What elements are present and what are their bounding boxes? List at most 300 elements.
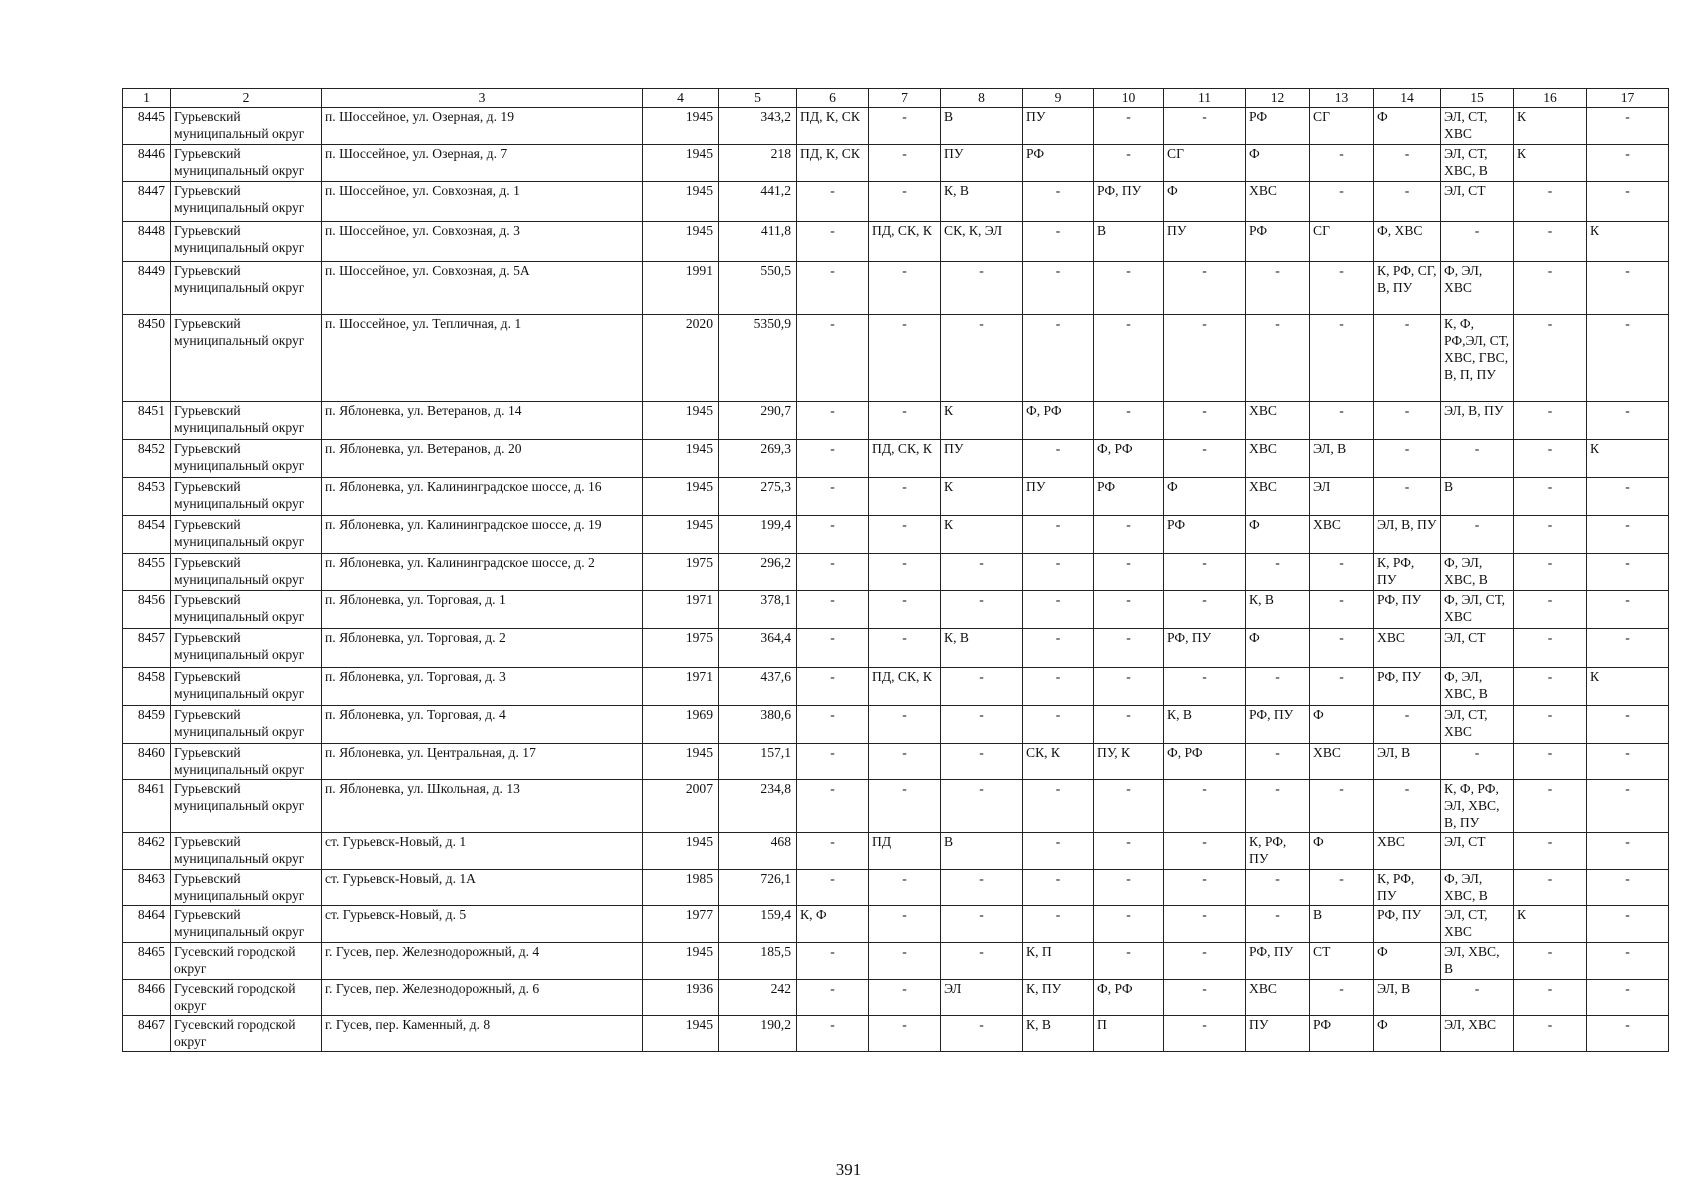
table-cell: ЭЛ, СТ, ХВС xyxy=(1441,706,1514,744)
table-cell: - xyxy=(1246,554,1310,591)
table-cell: г. Гусев, пер. Железнодорожный, д. 6 xyxy=(322,980,643,1016)
table-cell: - xyxy=(1094,906,1164,943)
table-cell: - xyxy=(1094,554,1164,591)
table-cell: - xyxy=(941,780,1023,833)
table-cell: 8461 xyxy=(123,780,171,833)
table-cell: 8464 xyxy=(123,906,171,943)
table-cell: 1975 xyxy=(643,629,719,668)
table-cell: К xyxy=(941,402,1023,440)
table-cell: - xyxy=(1164,906,1246,943)
table-cell: - xyxy=(1164,833,1246,870)
table-cell: РФ, ПУ xyxy=(1374,668,1441,706)
table-cell: ЭЛ, ХВС, В xyxy=(1441,943,1514,980)
table-cell: - xyxy=(1310,554,1374,591)
table-cell: В xyxy=(1094,222,1164,262)
table-cell: 5350,9 xyxy=(719,315,797,402)
table-cell: - xyxy=(797,478,869,516)
table-cell: Гусевский городской округ xyxy=(171,943,322,980)
table-cell: 1945 xyxy=(643,222,719,262)
table-row xyxy=(123,744,1669,780)
table-cell: ПУ xyxy=(1023,108,1094,145)
table-cell: К, ПУ xyxy=(1023,980,1094,1016)
table-cell: - xyxy=(1094,668,1164,706)
table-cell: п. Шоссейное, ул. Озерная, д. 7 xyxy=(322,145,643,182)
table-cell: - xyxy=(1587,943,1669,980)
table-cell: 2020 xyxy=(643,315,719,402)
table-row xyxy=(123,516,1669,554)
table-cell: - xyxy=(1587,780,1669,833)
table-cell: - xyxy=(1374,402,1441,440)
column-number-header xyxy=(123,89,1669,108)
table-cell: Ф xyxy=(1374,943,1441,980)
table-row xyxy=(123,906,1669,943)
table-cell: - xyxy=(1587,980,1669,1016)
table-cell: ХВС xyxy=(1246,182,1310,222)
table-cell: 8454 xyxy=(123,516,171,554)
table-cell: - xyxy=(869,706,941,744)
table-cell: - xyxy=(1023,780,1094,833)
table-cell: 1945 xyxy=(643,145,719,182)
table-cell: 380,6 xyxy=(719,706,797,744)
table-cell: ПД xyxy=(869,833,941,870)
column-number-cell: 12 xyxy=(1246,89,1310,108)
table-cell: 190,2 xyxy=(719,1016,797,1052)
table-cell: - xyxy=(1310,629,1374,668)
table-cell: Ф, РФ xyxy=(1164,744,1246,780)
table-cell: РФ xyxy=(1310,1016,1374,1052)
table-cell: ЭЛ, В xyxy=(1374,744,1441,780)
table-row xyxy=(123,402,1669,440)
table-cell: - xyxy=(1587,706,1669,744)
table-cell: - xyxy=(797,516,869,554)
table-cell: - xyxy=(1587,315,1669,402)
table-cell: 290,7 xyxy=(719,402,797,440)
table-cell: п. Яблоневка, ул. Торговая, д. 4 xyxy=(322,706,643,744)
table-cell: Гурьевский муниципальный округ xyxy=(171,222,322,262)
table-cell: 275,3 xyxy=(719,478,797,516)
table-cell: - xyxy=(869,108,941,145)
table-cell: - xyxy=(1310,315,1374,402)
table-cell: 8462 xyxy=(123,833,171,870)
table-cell: г. Гусев, пер. Каменный, д. 8 xyxy=(322,1016,643,1052)
table-cell: 8455 xyxy=(123,554,171,591)
table-cell: РФ xyxy=(1023,145,1094,182)
table-cell: - xyxy=(1164,668,1246,706)
table-cell: ПУ xyxy=(941,145,1023,182)
table-cell: - xyxy=(1164,943,1246,980)
table-cell: - xyxy=(1587,145,1669,182)
table-cell: СТ xyxy=(1310,943,1374,980)
table-cell: - xyxy=(1094,262,1164,315)
table-cell: 1936 xyxy=(643,980,719,1016)
table-cell: ПУ, К xyxy=(1094,744,1164,780)
column-number-cell: 1 xyxy=(123,89,171,108)
column-number-cell: 8 xyxy=(941,89,1023,108)
table-cell: - xyxy=(797,943,869,980)
table-cell: - xyxy=(869,554,941,591)
table-cell: 159,4 xyxy=(719,906,797,943)
table-cell: 8465 xyxy=(123,943,171,980)
table-cell: - xyxy=(1587,744,1669,780)
table-cell: - xyxy=(1094,402,1164,440)
column-number-cell: 14 xyxy=(1374,89,1441,108)
table-cell: - xyxy=(1441,440,1514,478)
table-cell: п. Шоссейное, ул. Совхозная, д. 5А xyxy=(322,262,643,315)
table-cell: К, В xyxy=(1164,706,1246,744)
table-cell: - xyxy=(1374,182,1441,222)
table-cell: ЭЛ, В xyxy=(1374,980,1441,1016)
table-row xyxy=(123,780,1669,833)
table-cell: - xyxy=(1587,833,1669,870)
table-cell: К xyxy=(1587,440,1669,478)
table-cell: ЭЛ xyxy=(941,980,1023,1016)
table-cell: К xyxy=(1514,108,1587,145)
table-cell: - xyxy=(1310,780,1374,833)
table-cell: - xyxy=(1374,145,1441,182)
column-number-cell: 9 xyxy=(1023,89,1094,108)
table-cell: 185,5 xyxy=(719,943,797,980)
table-cell: РФ xyxy=(1164,516,1246,554)
table-cell: - xyxy=(1310,402,1374,440)
table-cell: - xyxy=(941,668,1023,706)
table-cell: - xyxy=(1514,744,1587,780)
table-cell: 1945 xyxy=(643,402,719,440)
table-cell: Ф, ЭЛ, СТ, ХВС xyxy=(1441,591,1514,629)
table-cell: - xyxy=(1094,315,1164,402)
table-cell: - xyxy=(1023,870,1094,906)
table-cell: - xyxy=(869,1016,941,1052)
table-cell: - xyxy=(1246,315,1310,402)
table-cell: 218 xyxy=(719,145,797,182)
table-row xyxy=(123,629,1669,668)
table-cell: - xyxy=(797,315,869,402)
table-row xyxy=(123,440,1669,478)
table-cell: - xyxy=(941,870,1023,906)
table-cell: - xyxy=(1023,516,1094,554)
table-cell: - xyxy=(869,870,941,906)
table-cell: - xyxy=(869,516,941,554)
table-cell: - xyxy=(1164,554,1246,591)
table-cell: - xyxy=(1514,182,1587,222)
table-cell: СГ xyxy=(1310,222,1374,262)
table-cell: 1975 xyxy=(643,554,719,591)
table-cell: Ф, ЭЛ, ХВС, В xyxy=(1441,870,1514,906)
table-cell: - xyxy=(1587,591,1669,629)
table-row xyxy=(123,668,1669,706)
table-cell: - xyxy=(1587,402,1669,440)
table-cell: 8446 xyxy=(123,145,171,182)
table-cell: ЭЛ, СТ, ХВС xyxy=(1441,906,1514,943)
table-cell: - xyxy=(869,262,941,315)
table-cell: Гурьевский муниципальный округ xyxy=(171,478,322,516)
table-cell: - xyxy=(1094,706,1164,744)
table-cell: - xyxy=(941,315,1023,402)
table-cell: 1945 xyxy=(643,478,719,516)
table-cell: 1969 xyxy=(643,706,719,744)
table-cell: ПД, СК, К xyxy=(869,440,941,478)
table-cell: 1945 xyxy=(643,516,719,554)
table-cell: Ф xyxy=(1164,478,1246,516)
table-cell: 8466 xyxy=(123,980,171,1016)
table-row xyxy=(123,222,1669,262)
table-cell: п. Яблоневка, ул. Центральная, д. 17 xyxy=(322,744,643,780)
table-cell: - xyxy=(1374,315,1441,402)
table-cell: ЭЛ, СТ xyxy=(1441,182,1514,222)
table-cell: 296,2 xyxy=(719,554,797,591)
table-cell: - xyxy=(1310,262,1374,315)
table-cell: Ф xyxy=(1246,629,1310,668)
table-cell: Гурьевский муниципальный округ xyxy=(171,554,322,591)
table-cell: 8458 xyxy=(123,668,171,706)
table-cell: Гурьевский муниципальный округ xyxy=(171,833,322,870)
table-cell: - xyxy=(1514,629,1587,668)
table-cell: К, Ф, РФ,ЭЛ, СТ, ХВС, ГВС, В, П, ПУ xyxy=(1441,315,1514,402)
table-cell: - xyxy=(1164,870,1246,906)
table-cell: К, В xyxy=(941,182,1023,222)
table-cell: Ф, ЭЛ, ХВС, В xyxy=(1441,554,1514,591)
column-number-cell: 11 xyxy=(1164,89,1246,108)
table-cell: - xyxy=(1374,780,1441,833)
table-cell: РФ, ПУ xyxy=(1374,906,1441,943)
table-cell: - xyxy=(1246,668,1310,706)
table-cell: - xyxy=(1514,1016,1587,1052)
table-cell: - xyxy=(1587,108,1669,145)
table-cell: СГ xyxy=(1164,145,1246,182)
table-cell: Ф xyxy=(1310,833,1374,870)
column-number-cell: 15 xyxy=(1441,89,1514,108)
table-cell: - xyxy=(1514,222,1587,262)
table-cell: - xyxy=(1023,554,1094,591)
table-cell: - xyxy=(1164,591,1246,629)
table-cell: Гусевский городской округ xyxy=(171,980,322,1016)
table-cell: 1945 xyxy=(643,108,719,145)
table-cell: - xyxy=(869,943,941,980)
table-cell: Гурьевский муниципальный округ xyxy=(171,262,322,315)
table-cell: ЭЛ xyxy=(1310,478,1374,516)
table-cell: Гурьевский муниципальный округ xyxy=(171,402,322,440)
table-cell: РФ, ПУ xyxy=(1246,943,1310,980)
table-cell: ХВС xyxy=(1246,402,1310,440)
table-cell: - xyxy=(1514,980,1587,1016)
table-cell: ЭЛ, СТ, ХВС, В xyxy=(1441,145,1514,182)
table-cell: - xyxy=(1023,668,1094,706)
table-cell: 1971 xyxy=(643,668,719,706)
table-cell: 1971 xyxy=(643,591,719,629)
table-cell: - xyxy=(1514,516,1587,554)
table-cell: ПУ xyxy=(1023,478,1094,516)
table-cell: п. Шоссейное, ул. Тепличная, д. 1 xyxy=(322,315,643,402)
table-cell: К, Ф, РФ, ЭЛ, ХВС, В, ПУ xyxy=(1441,780,1514,833)
table-cell: 8453 xyxy=(123,478,171,516)
table-cell: ЭЛ, В xyxy=(1310,440,1374,478)
table-cell: - xyxy=(1587,629,1669,668)
table-cell: - xyxy=(1587,906,1669,943)
table-cell: ХВС xyxy=(1246,478,1310,516)
table-cell: - xyxy=(1374,478,1441,516)
table-cell: К, РФ, ПУ xyxy=(1374,554,1441,591)
table-cell: - xyxy=(1164,315,1246,402)
table-cell: - xyxy=(1587,554,1669,591)
table-cell: - xyxy=(1246,870,1310,906)
table-cell: - xyxy=(941,906,1023,943)
table-row xyxy=(123,145,1669,182)
table-cell: п. Шоссейное, ул. Совхозная, д. 1 xyxy=(322,182,643,222)
table-cell: ПД, К, СК xyxy=(797,145,869,182)
table-cell: ЭЛ, В, ПУ xyxy=(1374,516,1441,554)
table-cell: - xyxy=(1094,943,1164,980)
table-cell: Гурьевский муниципальный округ xyxy=(171,315,322,402)
table-cell: п. Шоссейное, ул. Совхозная, д. 3 xyxy=(322,222,643,262)
column-number-cell: 7 xyxy=(869,89,941,108)
table-cell: 8456 xyxy=(123,591,171,629)
table-cell: 8452 xyxy=(123,440,171,478)
table-cell: ЭЛ, СТ, ХВС xyxy=(1441,108,1514,145)
table-cell: - xyxy=(1310,591,1374,629)
table-cell: - xyxy=(797,668,869,706)
table-cell: п. Яблоневка, ул. Торговая, д. 1 xyxy=(322,591,643,629)
table-cell: п. Шоссейное, ул. Озерная, д. 19 xyxy=(322,108,643,145)
table-cell: 8447 xyxy=(123,182,171,222)
table-cell: - xyxy=(1514,833,1587,870)
table-cell: - xyxy=(941,1016,1023,1052)
table-cell: ст. Гурьевск-Новый, д. 1 xyxy=(322,833,643,870)
table-cell: - xyxy=(1587,1016,1669,1052)
table-cell: - xyxy=(797,262,869,315)
table-cell: 8467 xyxy=(123,1016,171,1052)
data-table xyxy=(122,88,1669,1052)
table-row xyxy=(123,478,1669,516)
table-cell: - xyxy=(1310,182,1374,222)
table-cell: 8459 xyxy=(123,706,171,744)
table-cell: - xyxy=(1246,262,1310,315)
table-row xyxy=(123,262,1669,315)
table-cell: 411,8 xyxy=(719,222,797,262)
table-cell: - xyxy=(869,744,941,780)
table-cell: ПУ xyxy=(941,440,1023,478)
column-number-cell: 16 xyxy=(1514,89,1587,108)
table-cell: Ф xyxy=(1164,182,1246,222)
table-cell: - xyxy=(1164,440,1246,478)
table-cell: - xyxy=(1514,943,1587,980)
table-cell: 8460 xyxy=(123,744,171,780)
table-cell: г. Гусев, пер. Железнодорожный, д. 4 xyxy=(322,943,643,980)
table-cell: - xyxy=(869,906,941,943)
table-cell: ПД, К, СК xyxy=(797,108,869,145)
table-cell: - xyxy=(1514,668,1587,706)
table-cell: РФ, ПУ xyxy=(1374,591,1441,629)
table-cell: СК, К xyxy=(1023,744,1094,780)
table-cell: Гурьевский муниципальный округ xyxy=(171,629,322,668)
table-cell: 242 xyxy=(719,980,797,1016)
table-cell: П xyxy=(1094,1016,1164,1052)
table-cell: - xyxy=(1094,629,1164,668)
table-cell: п. Яблоневка, ул. Ветеранов, д. 20 xyxy=(322,440,643,478)
table-cell: - xyxy=(797,780,869,833)
table-cell: - xyxy=(1023,315,1094,402)
table-cell: - xyxy=(869,145,941,182)
table-row xyxy=(123,1016,1669,1052)
table-cell: Ф, ХВС xyxy=(1374,222,1441,262)
table-cell: 437,6 xyxy=(719,668,797,706)
table-cell: 2007 xyxy=(643,780,719,833)
table-row xyxy=(123,182,1669,222)
table-row xyxy=(123,591,1669,629)
table-cell: Ф xyxy=(1310,706,1374,744)
table-cell: - xyxy=(1094,145,1164,182)
table-cell: ПД, СК, К xyxy=(869,222,941,262)
table-cell: 1945 xyxy=(643,1016,719,1052)
table-cell: - xyxy=(1514,706,1587,744)
table-cell: - xyxy=(1310,145,1374,182)
table-cell: - xyxy=(941,943,1023,980)
table-row xyxy=(123,706,1669,744)
table-cell: - xyxy=(1441,980,1514,1016)
table-cell: п. Яблоневка, ул. Калининградское шоссе, д. 16 xyxy=(322,478,643,516)
column-number-cell: 3 xyxy=(322,89,643,108)
table-row xyxy=(123,833,1669,870)
table-cell: п. Яблоневка, ул. Калининградское шоссе, д. 2 xyxy=(322,554,643,591)
table-cell: - xyxy=(797,1016,869,1052)
table-cell: - xyxy=(1514,315,1587,402)
table-cell: Гурьевский муниципальный округ xyxy=(171,706,322,744)
table-cell: - xyxy=(1023,629,1094,668)
table-row xyxy=(123,108,1669,145)
table-cell: - xyxy=(1374,706,1441,744)
table-cell: К, Ф xyxy=(797,906,869,943)
table-cell: - xyxy=(1094,870,1164,906)
table-cell: К, РФ, ПУ xyxy=(1246,833,1310,870)
table-cell: - xyxy=(1514,780,1587,833)
table-cell: К, РФ, СГ, В, ПУ xyxy=(1374,262,1441,315)
table-cell: - xyxy=(1164,1016,1246,1052)
table-cell: 550,5 xyxy=(719,262,797,315)
table-cell: 269,3 xyxy=(719,440,797,478)
table-cell: РФ, ПУ xyxy=(1164,629,1246,668)
table-cell: - xyxy=(1023,906,1094,943)
table-cell: п. Яблоневка, ул. Ветеранов, д. 14 xyxy=(322,402,643,440)
column-number-cell: 10 xyxy=(1094,89,1164,108)
table-cell: - xyxy=(941,591,1023,629)
table-cell: Ф, РФ xyxy=(1094,440,1164,478)
page-number: 391 xyxy=(835,1160,862,1179)
table-cell: 8449 xyxy=(123,262,171,315)
table-cell: К, В xyxy=(941,629,1023,668)
table-cell: Ф, ЭЛ, ХВС xyxy=(1441,262,1514,315)
table-cell: 1985 xyxy=(643,870,719,906)
table-cell: ЭЛ, ХВС xyxy=(1441,1016,1514,1052)
table-cell: ст. Гурьевск-Новый, д. 5 xyxy=(322,906,643,943)
table-cell: Гурьевский муниципальный округ xyxy=(171,668,322,706)
table-cell: - xyxy=(797,870,869,906)
table-cell: 8463 xyxy=(123,870,171,906)
table-cell: Гурьевский муниципальный округ xyxy=(171,906,322,943)
table-cell: 726,1 xyxy=(719,870,797,906)
table-cell: - xyxy=(1310,668,1374,706)
table-cell: ПУ xyxy=(1164,222,1246,262)
table-cell: - xyxy=(1023,182,1094,222)
column-number-cell: 5 xyxy=(719,89,797,108)
table-cell: - xyxy=(797,182,869,222)
column-number-cell: 6 xyxy=(797,89,869,108)
table-cell: 8451 xyxy=(123,402,171,440)
table-cell: - xyxy=(1587,516,1669,554)
table-cell: - xyxy=(869,182,941,222)
table-cell: Гурьевский муниципальный округ xyxy=(171,516,322,554)
table-cell: - xyxy=(1164,108,1246,145)
table-cell: - xyxy=(941,262,1023,315)
table-cell: 1945 xyxy=(643,943,719,980)
table-cell: ХВС xyxy=(1374,833,1441,870)
